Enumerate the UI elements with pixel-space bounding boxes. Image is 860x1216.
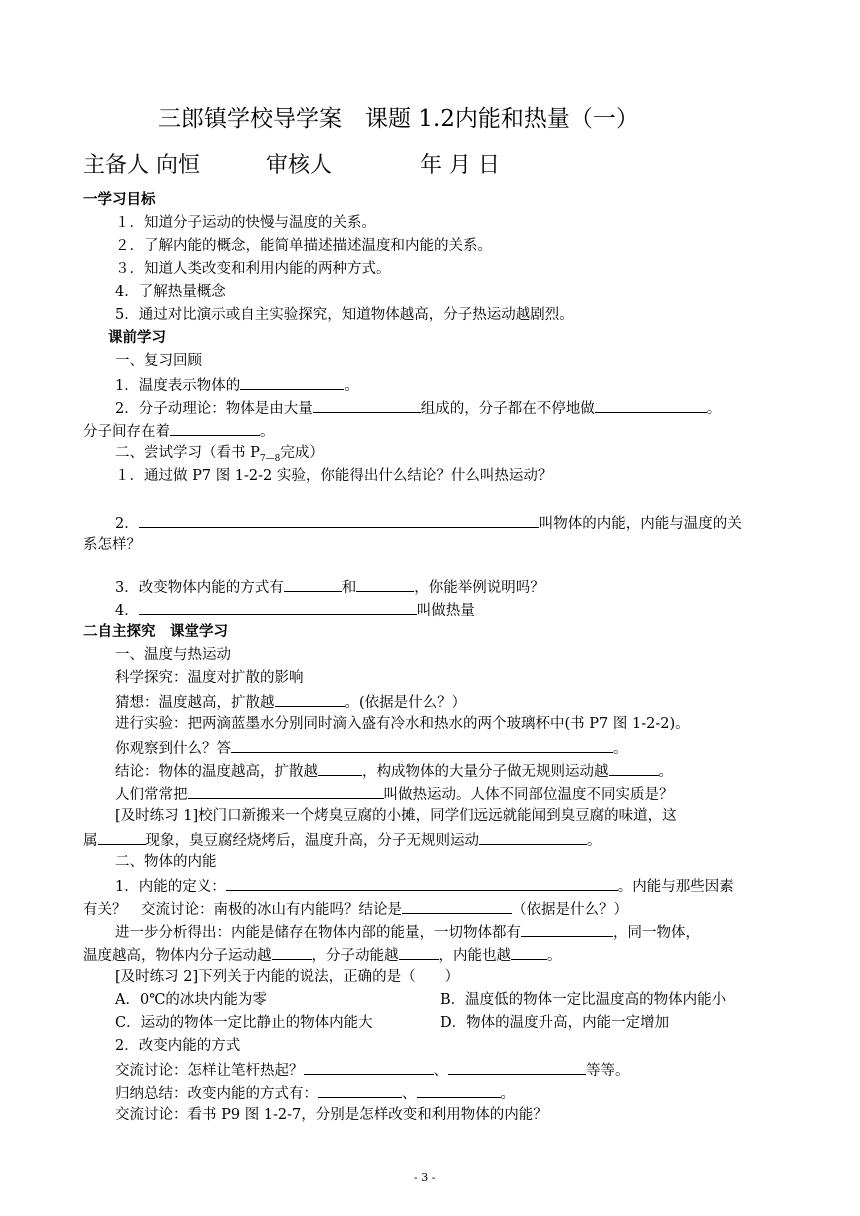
exercise-1-cont: 属 现象，臭豆腐经烧烤后，温度升高，分子无规则运动 。 xyxy=(83,829,602,851)
blank-line xyxy=(479,829,587,845)
exercise-1: [及时练习 1]校门口新搬来一个烤臭豆腐的小摊，同学们远远就能闻到臭豆腐的味道，这 xyxy=(115,808,677,824)
definition-line-cont: 有关？ 交流讨论：南极的冰山有内能吗？结论是 （依据是什么？） xyxy=(83,898,628,920)
try-question-4: 4． 叫做热量 xyxy=(115,599,475,621)
goal-item: ３．知道人类改变和利用内能的两种方式。 xyxy=(115,261,391,277)
blank-line xyxy=(595,397,707,413)
experiment-line: 进行实验：把两滴蓝墨水分别同时滴入盛有冷水和热水的两个玻璃杯中(书 P7 图 1-2-2)。 xyxy=(115,716,690,732)
blank-line xyxy=(521,921,613,937)
blank-line xyxy=(139,599,417,615)
analysis-line-cont: 温度越高，物体内分子运动越 ，分子动能越 ，内能也越 。 xyxy=(83,944,562,966)
blank-line xyxy=(226,875,618,891)
observe-line: 你观察到什么？答 。 xyxy=(115,737,628,759)
option-a: A．0℃的冰块内能为零 xyxy=(115,992,267,1008)
goal-item: ２．了解内能的概念，能简单描述描述温度和内能的关系。 xyxy=(115,238,492,254)
blank-line xyxy=(139,512,539,528)
blank-line xyxy=(318,760,362,776)
blank-line xyxy=(356,576,414,592)
blank-line xyxy=(304,1059,434,1075)
blank-line xyxy=(284,576,342,592)
try-question-1: １．通过做 P7 图 1-2-2 实验，你能得出什么结论？什么叫热运动？ xyxy=(115,468,553,484)
definition-line: 1．内能的定义： 。内能与那些因素 xyxy=(115,875,734,897)
discussion-line: 交流讨论：怎样让笔杆热起？ 、 等等。 xyxy=(115,1059,630,1081)
review-heading: 一、复习回顾 xyxy=(115,353,202,369)
author-line: 主备人 向恒 审核人 年 月 日 xyxy=(83,153,500,178)
blank-line xyxy=(511,944,547,960)
section-heading-goals: 一学习目标 xyxy=(83,192,156,208)
blank-line xyxy=(188,783,384,799)
conclusion-line: 结论：物体的温度越高，扩散越 ，构成物体的大量分子做无规则运动越 。 xyxy=(115,760,673,782)
exercise-2: [及时练习 2]下列关于内能的说法，正确的是（ ） xyxy=(115,969,460,985)
blank-line xyxy=(313,397,421,413)
goal-item: １．知道分子运动的快慢与温度的关系。 xyxy=(115,215,376,231)
page-number: - 3 - xyxy=(414,1171,436,1184)
blank-line xyxy=(272,944,312,960)
change-heading: 2．改变内能的方式 xyxy=(115,1038,241,1054)
goal-item: 5．通过对比演示或自主实验探究，知道物体越高，分子热运动越剧烈。 xyxy=(115,307,574,323)
try-heading: 二、尝试学习（看书 $P_{7—8}$完成） xyxy=(115,445,324,464)
part-heading-1: 一、温度与热运动 xyxy=(115,647,231,663)
blank-line xyxy=(240,374,344,390)
question-1: 1．温度表示物体的 。 xyxy=(115,374,359,396)
blank-line xyxy=(417,1082,501,1098)
analysis-line: 进一步分析得出：内能是储存在物体内部的能量，一切物体都有 ，同一物体， xyxy=(115,921,700,943)
thermal-motion-line: 人们常常把 叫做热运动。人体不同部位温度不同实质是？ xyxy=(115,783,674,805)
explore-title: 科学探究：温度对扩散的影响 xyxy=(115,670,304,686)
try-question-2: 2． 叫物体的内能，内能与温度的关 xyxy=(115,512,742,534)
try-question-3: 3．改变物体内能的方式有 和 ，你能举例说明吗？ xyxy=(115,576,545,598)
section-heading-prestudy: 课前学习 xyxy=(108,330,166,346)
section-heading-explore: 二自主探究 课堂学习 xyxy=(83,624,228,640)
question-2-cont: 分子间存在着 。 xyxy=(83,420,275,442)
blank-line xyxy=(98,829,146,845)
option-c: C．运动的物体一定比静止的物体内能大 xyxy=(115,1015,373,1031)
document-title: 三郎镇学校导学案 课题 1.2内能和热量（一） xyxy=(158,106,639,132)
blank-line xyxy=(399,944,439,960)
discussion-last: 交流讨论：看书 P9 图 1-2-7，分别是怎样改变和利用物体的内能？ xyxy=(115,1107,548,1123)
blank-line xyxy=(609,760,659,776)
question-2: 2．分子动理论：物体是由大量 组成的，分子都在不停地做 。 xyxy=(115,397,721,419)
try-question-2-cont: 系怎样？ xyxy=(83,537,141,553)
blank-line xyxy=(448,1059,586,1075)
blank-line xyxy=(170,420,260,436)
option-b: B．温度低的物体一定比温度高的物体内能小 xyxy=(440,992,727,1008)
blank-line xyxy=(275,691,345,707)
blank-line xyxy=(402,898,512,914)
option-d: D．物体的温度升高，内能一定增加 xyxy=(440,1015,670,1031)
blank-line xyxy=(231,737,613,753)
part-heading-2: 二、物体的内能 xyxy=(115,854,217,870)
blank-line xyxy=(318,1082,402,1098)
summary-line: 归纳总结：改变内能的方式有： 、 。 xyxy=(115,1082,515,1104)
guess-line: 猜想：温度越高，扩散越 。(依据是什么？） xyxy=(115,691,466,713)
goal-item: 4．了解热量概念 xyxy=(115,284,226,300)
